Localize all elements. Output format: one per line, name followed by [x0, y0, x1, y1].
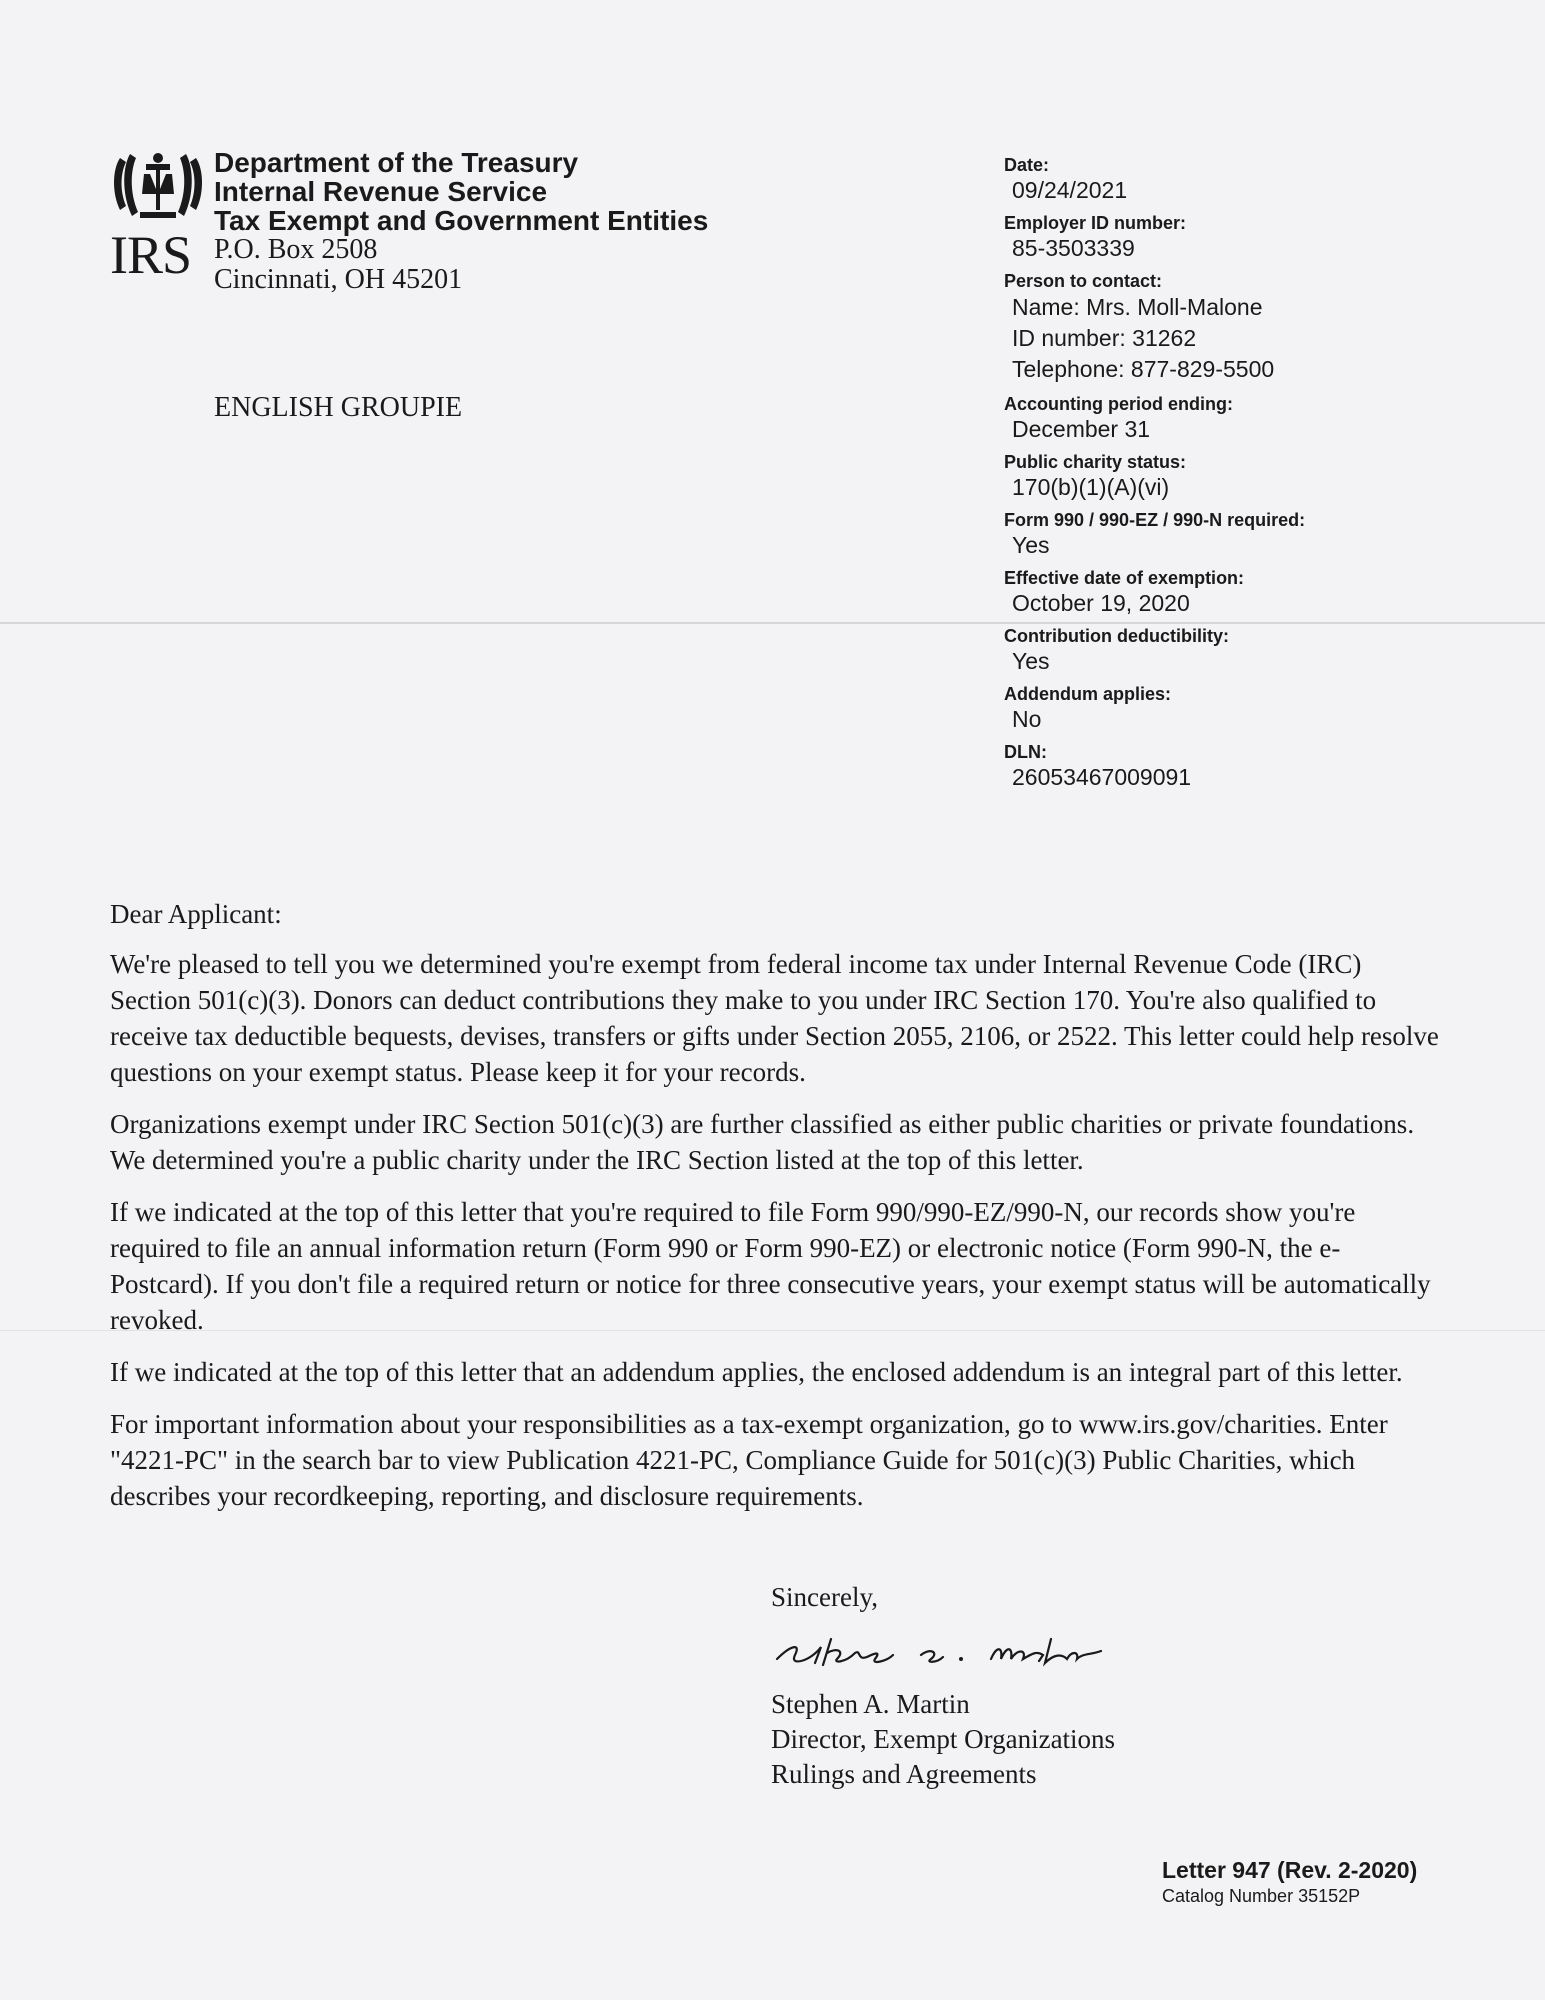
charity-status-value: 170(b)(1)(A)(vi)	[1012, 474, 1170, 500]
body-paragraph: Organizations exempt under IRC Section 501(c)(3) are further classified as either public charities or private foundations. We determined you're a public charity under the IRC Section listed at the top of this letter.	[110, 1109, 1415, 1175]
form-required-value: Yes	[1012, 532, 1050, 558]
date-value: 09/24/2021	[1012, 177, 1128, 203]
date-label: Date:	[1004, 155, 1050, 175]
contact-label: Person to contact:	[1004, 271, 1163, 291]
sincerely: Sincerely,	[771, 1582, 878, 1612]
catalog-number: Catalog Number 35152P	[1162, 1886, 1361, 1906]
agency-line: Internal Revenue Service	[214, 176, 548, 207]
effective-date-value: October 19, 2020	[1012, 590, 1190, 616]
body-paragraph: If we indicated at the top of this letter that an addendum applies, the enclosed addendum is an integral part of this letter.	[110, 1357, 1403, 1387]
body-paragraph: If we indicated at the top of this letter that you're required to file Form 990/990-EZ/990-N, our records show you're required to file an annual information return (Form 990 or Form 990-EZ) or electronic notice (Form 990-N, the e-Postcard). If you don't file a required return or notice for three consecutive years, your exempt status will be automatically revoked.	[110, 1197, 1431, 1335]
handwritten-signature	[771, 1625, 1131, 1673]
signer-title: Director, Exempt Organizations	[771, 1724, 1116, 1754]
agency-line: Department of the Treasury	[214, 147, 579, 178]
deductibility-label: Contribution deductibility:	[1004, 626, 1229, 646]
closing-block	[771, 1580, 1131, 1792]
irs-logo-text: IRS	[110, 225, 192, 285]
body-paragraph: For important information about your responsibilities as a tax-exempt organization, go to www.irs.gov/charities. Enter "4221-PC" in the search bar to view Publication 4221-PC, Compliance Guide for 501(c)(3) Public Charities, which describes your recordkeeping, reporting, and disclosure requirements.	[110, 1409, 1388, 1511]
signer-title: Rulings and Agreements	[771, 1759, 1037, 1789]
salutation: Dear Applicant:	[110, 899, 282, 929]
effective-date-label: Effective date of exemption:	[1004, 568, 1245, 588]
dln-label: DLN:	[1004, 742, 1047, 762]
letter-body	[110, 896, 1440, 1530]
address-line: P.O. Box 2508	[214, 234, 378, 265]
ein-label: Employer ID number:	[1004, 213, 1187, 233]
ein-value: 85-3503339	[1012, 235, 1135, 261]
accounting-label: Accounting period ending:	[1004, 394, 1233, 414]
charity-status-label: Public charity status:	[1004, 452, 1187, 472]
contact-name: Name: Mrs. Moll-Malone	[1012, 294, 1263, 320]
accounting-value: December 31	[1012, 416, 1151, 442]
form-required-label: Form 990 / 990-EZ / 990-N required:	[1004, 510, 1306, 530]
info-column	[1004, 154, 1424, 799]
letter-number: Letter 947 (Rev. 2-2020)	[1162, 1857, 1418, 1883]
addendum-label: Addendum applies:	[1004, 684, 1172, 704]
agency-block	[214, 148, 708, 295]
recipient-name: ENGLISH GROUPIE	[214, 392, 463, 423]
contact-id: ID number: 31262	[1012, 325, 1197, 351]
dln-value: 26053467009091	[1012, 764, 1192, 790]
body-paragraph: We're pleased to tell you we determined you're exempt from federal income tax under Internal Revenue Code (IRC) Section 501(c)(3). Donors can deduct contributions they make to you under IRC Section 170. You're also qualified to receive tax deductible bequests, devises, transfers or gifts under Section 2055, 2106, or 2522. This letter could help resolve questions on your exempt status. Please keep it for your records.	[110, 949, 1439, 1087]
address-line: Cincinnati, OH 45201	[214, 264, 463, 295]
addendum-value: No	[1012, 706, 1042, 732]
contact-phone: Telephone: 877-829-5500	[1012, 356, 1275, 382]
deductibility-value: Yes	[1012, 648, 1050, 674]
signer-name: Stephen A. Martin	[771, 1689, 970, 1719]
agency-line: Tax Exempt and Government Entities	[214, 205, 709, 236]
footer	[1162, 1856, 1417, 1908]
